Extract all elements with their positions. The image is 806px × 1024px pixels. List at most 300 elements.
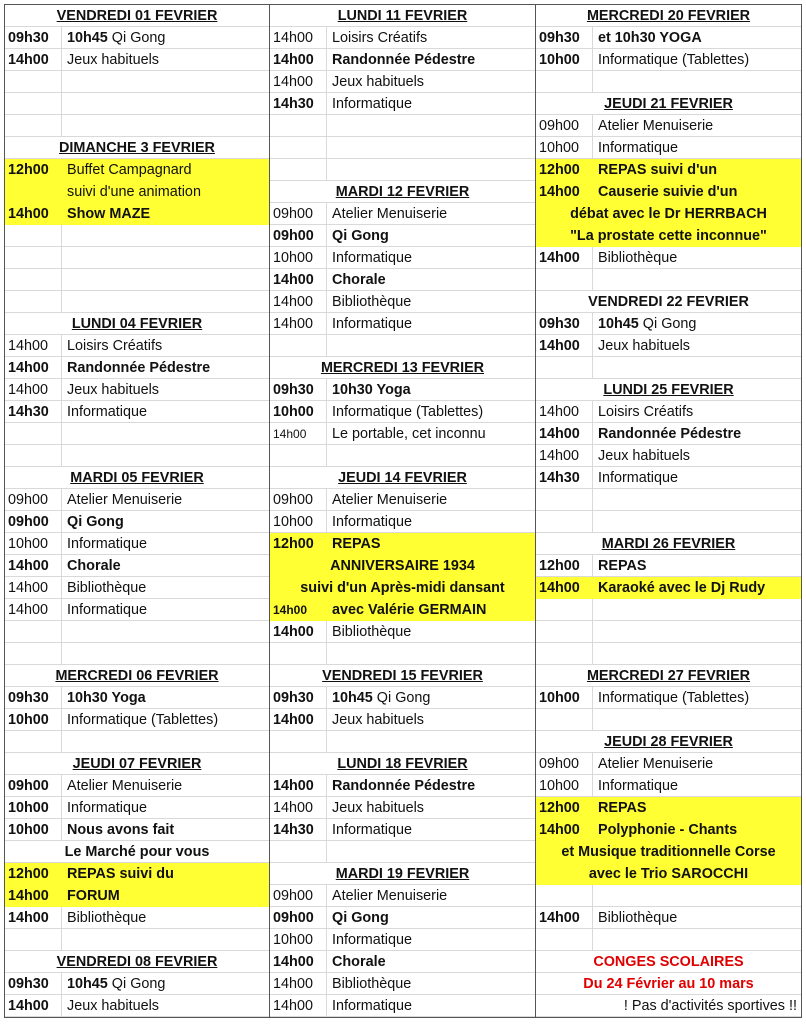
activity-row xyxy=(536,577,801,599)
activity-row xyxy=(270,621,535,643)
activity-label xyxy=(326,973,411,995)
column-1 xyxy=(5,5,269,1017)
activity-time: 14h00 xyxy=(273,271,314,288)
activity-time: 14h00 xyxy=(273,997,314,1014)
blank-row xyxy=(536,621,801,643)
activity-row xyxy=(536,247,801,269)
continuation-line xyxy=(536,203,801,225)
activity-text: Informatique xyxy=(332,249,412,266)
activity-text: REPAS xyxy=(598,799,647,816)
activity-text: Show MAZE xyxy=(67,205,151,222)
day-header-text: DIMANCHE 3 FEVRIER xyxy=(59,139,215,156)
activity-label xyxy=(592,687,749,709)
activity-time: 09h00 xyxy=(273,909,314,926)
activity-text: Atelier Menuiserie xyxy=(332,887,448,904)
activity-time: 09h30 xyxy=(539,315,580,332)
activity-text: Informatique xyxy=(67,799,147,816)
activity-row xyxy=(270,687,535,709)
activity-text: Informatique (Tablettes) xyxy=(332,403,484,420)
activity-row xyxy=(270,709,535,731)
activity-text: Chorale xyxy=(332,271,386,288)
activity-row xyxy=(270,511,535,533)
activity-row xyxy=(270,379,535,401)
activity-label xyxy=(592,159,717,181)
day-header xyxy=(536,5,801,27)
day-header xyxy=(270,357,535,379)
activity-text: Jeux habituels xyxy=(598,447,691,464)
activity-row xyxy=(536,753,801,775)
activity-time: 14h00 xyxy=(273,29,314,46)
activity-row xyxy=(5,159,269,181)
activity-label xyxy=(61,27,165,49)
line-text: ANNIVERSAIRE 1934 xyxy=(330,557,475,574)
day-header-text: MERCREDI 20 FEVRIER xyxy=(586,7,751,24)
activity-time: 09h30 xyxy=(273,689,314,706)
activity-row xyxy=(5,489,269,511)
activity-text: Qi Gong xyxy=(638,315,697,332)
blank-row xyxy=(536,489,801,511)
activity-text: Loisirs Créatifs xyxy=(598,403,694,420)
day-header xyxy=(536,291,801,313)
activity-time: 14h00 xyxy=(539,447,580,464)
activity-label xyxy=(592,49,749,71)
day-header xyxy=(5,5,269,27)
activity-time: 09h30 xyxy=(539,29,580,46)
day-header-text: MARDI 12 FEVRIER xyxy=(335,183,470,200)
activity-text: FORUM xyxy=(67,887,120,904)
activity-label xyxy=(326,423,486,445)
activity-text: Bibliothèque xyxy=(598,909,678,926)
activity-row xyxy=(536,445,801,467)
activity-label xyxy=(326,27,427,49)
line-text: débat avec le Dr HERRBACH xyxy=(570,205,767,222)
day-header xyxy=(5,665,269,687)
line-text: suivi d'un Après-midi dansant xyxy=(300,579,505,596)
activity-label xyxy=(61,687,146,709)
activity-label xyxy=(61,489,182,511)
activity-time: 09h30 xyxy=(8,975,49,992)
blank-row xyxy=(5,291,269,313)
blank-row xyxy=(536,643,801,665)
day-header-text: JEUDI 14 FEVRIER xyxy=(338,469,467,486)
blank-row xyxy=(270,137,535,159)
activity-row xyxy=(270,797,535,819)
blank-row xyxy=(536,929,801,951)
activity-text: REPAS suivi d'un xyxy=(598,161,718,178)
activity-label xyxy=(326,533,381,555)
activity-text: Bibliothèque xyxy=(67,579,147,596)
activity-time: 09h00 xyxy=(273,887,314,904)
activity-text: Randonnée Pédestre xyxy=(598,425,742,442)
blank-row xyxy=(5,247,269,269)
activity-time: 14h00 xyxy=(539,821,580,838)
line-text: et Musique traditionnelle Corse xyxy=(561,843,776,860)
activity-text: Atelier Menuiserie xyxy=(332,491,448,508)
activity-text: Atelier Menuiserie xyxy=(598,117,714,134)
activity-time: 14h00 xyxy=(273,623,314,640)
activity-time: 14h00 xyxy=(273,799,314,816)
activity-label xyxy=(592,555,647,577)
activity-row xyxy=(536,423,801,445)
activity-time: 09h00 xyxy=(8,491,49,508)
activity-label xyxy=(61,49,159,71)
activity-time: 14h00 xyxy=(539,249,580,266)
activity-text: Informatique xyxy=(598,469,678,486)
activity-text: Atelier Menuiserie xyxy=(598,755,714,772)
activity-time: 10h00 xyxy=(539,139,580,156)
activity-label xyxy=(61,797,147,819)
activity-text: 10h45 xyxy=(332,689,373,706)
day-header xyxy=(536,533,801,555)
day-header xyxy=(536,731,801,753)
activity-label xyxy=(326,225,389,247)
activity-text: Informatique xyxy=(598,777,678,794)
activity-time: 14h00 xyxy=(539,403,580,420)
activity-text: Atelier Menuiserie xyxy=(332,205,448,222)
day-header xyxy=(5,753,269,775)
activity-row xyxy=(5,973,269,995)
day-header-text: MARDI 19 FEVRIER xyxy=(335,865,470,882)
continuation-line xyxy=(270,555,535,577)
blank-row xyxy=(536,71,801,93)
activity-text: suivi d'une animation xyxy=(67,183,201,200)
activity-row xyxy=(5,863,269,885)
activity-row xyxy=(536,335,801,357)
line-text: Du 24 Février au 10 mars xyxy=(583,975,754,992)
activity-text: Loisirs Créatifs xyxy=(332,29,428,46)
activity-label xyxy=(61,907,146,929)
activity-label xyxy=(326,313,412,335)
activity-text: Chorale xyxy=(332,953,386,970)
activity-row xyxy=(5,555,269,577)
blank-row xyxy=(536,269,801,291)
activity-text: Informatique xyxy=(332,315,412,332)
blank-row xyxy=(536,357,801,379)
line-text: ! Pas d'activités sportives !! xyxy=(623,997,797,1014)
activity-row xyxy=(270,247,535,269)
activity-time: 09h30 xyxy=(8,29,49,46)
activity-row xyxy=(5,335,269,357)
activity-label xyxy=(592,577,765,599)
blank-row xyxy=(5,643,269,665)
continuation-line xyxy=(5,841,269,863)
blank-row xyxy=(5,423,269,445)
activity-time: 14h00 xyxy=(273,426,307,441)
activity-text: Informatique (Tablettes) xyxy=(598,51,750,68)
day-header-text: VENDREDI 22 FEVRIER xyxy=(588,293,749,310)
activity-label xyxy=(61,379,159,401)
activity-time: 10h00 xyxy=(273,403,314,420)
activity-text: Informatique xyxy=(67,601,147,618)
blank-row xyxy=(270,841,535,863)
activity-text: Informatique (Tablettes) xyxy=(67,711,219,728)
activity-row xyxy=(536,313,801,335)
activity-row xyxy=(270,27,535,49)
activity-time: 14h00 xyxy=(539,337,580,354)
activity-label xyxy=(326,93,412,115)
activity-time: 12h00 xyxy=(539,799,580,816)
continuation-line xyxy=(536,841,801,863)
activity-text: Jeux habituels xyxy=(332,799,425,816)
activity-label xyxy=(326,709,424,731)
blank-row xyxy=(5,93,269,115)
activity-label xyxy=(592,181,737,203)
activity-time: 09h00 xyxy=(273,227,314,244)
activity-text: Bibliothèque xyxy=(332,293,412,310)
activity-row xyxy=(5,49,269,71)
activity-text: Atelier Menuiserie xyxy=(67,491,183,508)
activity-time: 12h00 xyxy=(539,557,580,574)
activity-label xyxy=(326,885,447,907)
line-text: avec le Trio SAROCCHI xyxy=(588,865,749,882)
activity-text: Jeux habituels xyxy=(332,711,425,728)
activity-time: 09h30 xyxy=(273,381,314,398)
activity-label xyxy=(592,313,696,335)
activity-row xyxy=(270,93,535,115)
day-header-text: MARDI 05 FEVRIER xyxy=(70,469,204,486)
day-header-text: MERCREDI 27 FEVRIER xyxy=(586,667,751,684)
activity-row xyxy=(5,27,269,49)
activity-text: Bibliothèque xyxy=(332,975,412,992)
activity-row xyxy=(5,995,269,1017)
activity-text: Polyphonie - Chants xyxy=(598,821,738,838)
activity-time: 12h00 xyxy=(539,161,580,178)
activity-text: Informatique xyxy=(332,95,412,112)
activity-time: 14h00 xyxy=(8,381,49,398)
activity-text: Atelier Menuiserie xyxy=(67,777,183,794)
activity-row xyxy=(5,885,269,907)
activity-label xyxy=(61,533,147,555)
activity-label xyxy=(326,951,386,973)
activity-text: Jeux habituels xyxy=(598,337,691,354)
activity-row xyxy=(5,401,269,423)
activity-text: 10h30 Yoga xyxy=(67,689,146,706)
activity-label xyxy=(326,291,411,313)
blank-row xyxy=(5,225,269,247)
activity-label xyxy=(592,335,690,357)
activity-row xyxy=(270,775,535,797)
activity-label xyxy=(592,401,693,423)
activity-row xyxy=(5,599,269,621)
activity-text: Qi Gong xyxy=(332,909,389,926)
activity-row xyxy=(536,687,801,709)
activity-label xyxy=(326,775,475,797)
blank-row xyxy=(536,709,801,731)
activity-row xyxy=(536,797,801,819)
activity-time: 10h00 xyxy=(539,777,580,794)
activity-label xyxy=(592,137,678,159)
activity-text: Buffet Campagnard xyxy=(67,161,192,178)
activity-label xyxy=(61,181,201,203)
activity-text: Qi Gong xyxy=(107,975,166,992)
day-header-text: JEUDI 21 FEVRIER xyxy=(604,95,733,112)
activity-row xyxy=(5,203,269,225)
activity-row xyxy=(270,203,535,225)
activity-label xyxy=(592,797,647,819)
activity-text: Informatique xyxy=(67,535,147,552)
blank-row xyxy=(5,269,269,291)
activity-time: 14h00 xyxy=(8,997,49,1014)
activity-text: Qi Gong xyxy=(67,513,124,530)
activity-text: Jeux habituels xyxy=(67,381,160,398)
blank-row xyxy=(270,643,535,665)
activity-time: 10h00 xyxy=(273,931,314,948)
activity-time: 14h30 xyxy=(8,403,49,420)
activity-time: 14h30 xyxy=(273,95,314,112)
activity-label xyxy=(61,159,192,181)
day-header xyxy=(5,313,269,335)
activity-time: 14h00 xyxy=(273,953,314,970)
day-header xyxy=(5,467,269,489)
activity-label xyxy=(592,27,702,49)
activity-label xyxy=(326,797,424,819)
day-header xyxy=(270,467,535,489)
activity-row xyxy=(270,423,535,445)
blank-row xyxy=(270,335,535,357)
day-header xyxy=(5,951,269,973)
activity-row xyxy=(270,71,535,93)
activity-row xyxy=(536,401,801,423)
activity-label xyxy=(326,907,389,929)
activity-text: Informatique xyxy=(67,403,147,420)
activity-text: Bibliothèque xyxy=(67,909,147,926)
activity-text: 10h45 xyxy=(67,29,108,46)
activity-row xyxy=(536,907,801,929)
activity-text: Informatique xyxy=(332,931,412,948)
day-header-text: VENDREDI 08 FEVRIER xyxy=(56,953,218,970)
activity-time: 14h00 xyxy=(8,887,49,904)
activity-text: Chorale xyxy=(67,557,121,574)
activity-label xyxy=(326,379,411,401)
activity-time: 12h00 xyxy=(8,865,49,882)
activity-time: 14h00 xyxy=(8,205,49,222)
day-header xyxy=(270,181,535,203)
day-header-text: LUNDI 18 FEVRIER xyxy=(337,755,468,772)
activity-text: Informatique (Tablettes) xyxy=(598,689,750,706)
activity-label xyxy=(592,775,678,797)
day-header-text: MERCREDI 13 FEVRIER xyxy=(320,359,485,376)
activity-text: Qi Gong xyxy=(372,689,431,706)
activity-text: avec Valérie GERMAIN xyxy=(332,601,487,618)
blank-row xyxy=(536,599,801,621)
activity-row xyxy=(270,401,535,423)
activity-text: Jeux habituels xyxy=(332,73,425,90)
continuation-line xyxy=(536,225,801,247)
activity-row xyxy=(536,49,801,71)
activity-time: 14h30 xyxy=(273,821,314,838)
activity-time: 14h00 xyxy=(8,909,49,926)
activity-row xyxy=(5,357,269,379)
activity-text: Causerie suivie d'un xyxy=(598,183,738,200)
activity-time: 14h00 xyxy=(539,579,580,596)
line-text: CONGES SCOLAIRES xyxy=(593,953,744,970)
notice-line xyxy=(536,951,801,973)
activity-label xyxy=(592,907,677,929)
activity-label xyxy=(326,621,411,643)
activity-row xyxy=(5,577,269,599)
activity-text: Bibliothèque xyxy=(598,249,678,266)
activity-text: REPAS xyxy=(332,535,381,552)
activity-label xyxy=(326,247,412,269)
activity-label xyxy=(592,753,713,775)
activity-time: 09h00 xyxy=(273,205,314,222)
activity-row xyxy=(5,775,269,797)
activity-time: 12h00 xyxy=(273,535,314,552)
activity-text: Le portable, cet inconnu xyxy=(332,425,486,442)
activity-row xyxy=(270,313,535,335)
activity-time: 09h00 xyxy=(8,777,49,794)
day-header-text: VENDREDI 15 FEVRIER xyxy=(322,667,483,684)
activity-time: 14h00 xyxy=(273,73,314,90)
activity-row xyxy=(270,225,535,247)
activity-row xyxy=(270,599,535,621)
activity-row xyxy=(270,973,535,995)
activity-time: 14h30 xyxy=(539,469,580,486)
activity-label xyxy=(592,115,713,137)
blank-row xyxy=(5,445,269,467)
activity-label xyxy=(61,775,182,797)
line-text: "La prostate cette inconnue" xyxy=(570,227,767,244)
activity-text: Jeux habituels xyxy=(67,997,160,1014)
activity-time: 14h00 xyxy=(273,315,314,332)
activity-time: 14h00 xyxy=(539,425,580,442)
activity-row xyxy=(5,797,269,819)
day-header xyxy=(536,665,801,687)
activity-row xyxy=(536,775,801,797)
activity-time: 10h00 xyxy=(8,535,49,552)
activity-row xyxy=(536,181,801,203)
activity-label xyxy=(326,511,412,533)
day-header-text: MERCREDI 06 FEVRIER xyxy=(55,667,219,684)
activity-time: 09h00 xyxy=(273,491,314,508)
activity-text: Jeux habituels xyxy=(67,51,160,68)
activity-time: 14h00 xyxy=(8,51,49,68)
activity-label xyxy=(326,929,412,951)
day-header-text: JEUDI 07 FEVRIER xyxy=(72,755,202,772)
activity-label xyxy=(326,995,412,1017)
line-text: Le Marché pour vous xyxy=(64,843,210,860)
activity-row xyxy=(5,709,269,731)
activity-row xyxy=(536,137,801,159)
blank-row xyxy=(536,511,801,533)
blank-row xyxy=(270,445,535,467)
schedule-sheet xyxy=(4,4,802,1018)
activity-time: 09h30 xyxy=(8,689,49,706)
activity-time: 10h00 xyxy=(539,51,580,68)
activity-label xyxy=(592,423,741,445)
activity-text: 10h30 Yoga xyxy=(332,381,411,398)
activity-time: 14h00 xyxy=(273,51,314,68)
activity-row xyxy=(536,555,801,577)
activity-row xyxy=(5,907,269,929)
activity-row xyxy=(270,49,535,71)
day-header xyxy=(270,5,535,27)
activity-row xyxy=(270,951,535,973)
day-header xyxy=(536,379,801,401)
activity-label xyxy=(61,335,162,357)
activity-label xyxy=(61,863,174,885)
day-header-text: MARDI 26 FEVRIER xyxy=(601,535,736,552)
activity-text: 10h45 xyxy=(598,315,639,332)
activity-label xyxy=(61,511,124,533)
activity-text: Randonnée Pédestre xyxy=(332,777,476,794)
day-header xyxy=(270,753,535,775)
activity-label xyxy=(61,973,165,995)
activity-label xyxy=(61,555,121,577)
activity-label xyxy=(326,49,475,71)
activity-row xyxy=(5,687,269,709)
activity-time: 14h00 xyxy=(8,601,49,618)
